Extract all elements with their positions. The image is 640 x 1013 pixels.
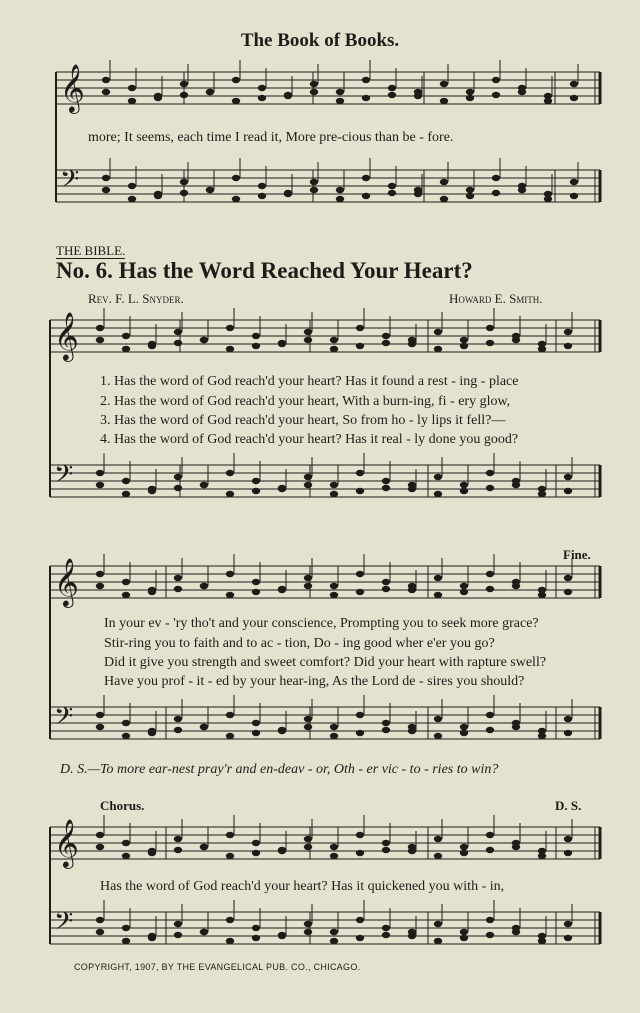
system3-treble-staff-note-head	[96, 832, 104, 838]
system1-bass-staff-note-head	[486, 470, 494, 476]
system2-bass-staff-note-head	[96, 712, 104, 718]
system1-treble-staff-note-head	[330, 337, 338, 343]
hymn-title: No. 6. Has the Word Reached Your Heart?	[56, 258, 473, 283]
top-bass-staff-note-head	[388, 190, 396, 196]
top-bass-staff-note-head	[492, 175, 500, 181]
system1-treble-staff-note-head	[200, 337, 208, 343]
system1-treble-staff-note-head	[512, 337, 520, 343]
system3-bass-staff-note-head	[96, 929, 104, 935]
system3-bass-staff-note-head	[304, 929, 312, 935]
top-treble-staff-note-head	[440, 98, 448, 104]
system2-bass-staff-note-head	[148, 730, 156, 736]
system3-treble-staff-note-head	[460, 844, 468, 850]
verse-3-line-2: Did it give you strength and sweet comfort? Did your heart with rapture swell?	[104, 655, 547, 670]
system2-treble-staff-note-head	[382, 586, 390, 592]
system2-treble-staff-note-head	[460, 583, 468, 589]
top-treble-staff-note-head	[128, 98, 136, 104]
system2-bass-staff-note-head	[252, 720, 260, 726]
system3-treble-staff-note-head	[304, 844, 312, 850]
bass-clef-icon: 𝄢	[54, 460, 74, 495]
system1-bass-staff-note-head	[564, 474, 572, 480]
verse-2-line-1: 2. Has the word of God reach'd your heart, With a burn-ing, fi - ery glow,	[100, 394, 511, 409]
system3-bass-staff-note-head	[408, 929, 416, 935]
system2-treble-staff-note-head	[434, 575, 442, 581]
system3-bass-staff-note-head	[330, 929, 338, 935]
system1-bass-staff-note-head	[382, 485, 390, 491]
system1-treble-staff-note-head	[486, 340, 494, 346]
system1-bass-staff-note-head	[96, 470, 104, 476]
system2-treble-staff-note-head	[564, 575, 572, 581]
system2-bass-staff-note-head	[356, 712, 364, 718]
system2-bass-staff-note-head	[174, 716, 182, 722]
system2-bass-staff-note-head	[460, 724, 468, 730]
ds-mark: D. S.	[555, 798, 582, 813]
system2-treble-staff-note-head	[174, 575, 182, 581]
top-bass-staff-note-head	[362, 193, 370, 199]
system3-bass-staff-note-head	[486, 932, 494, 938]
top-treble-staff-note-head	[310, 89, 318, 95]
verse-1-line-2: In your ev - 'ry tho't and your conscience, Prompting you to seek more grace?	[104, 616, 539, 631]
system1-bass-staff-note-head	[304, 482, 312, 488]
system3-treble-staff-note-head	[226, 832, 234, 838]
top-bass-staff-note-head	[102, 187, 110, 193]
system1-bass-staff-note-head	[252, 478, 260, 484]
system2-treble-staff-note-head	[252, 589, 260, 595]
system1-treble-staff-note-head	[122, 333, 130, 339]
system3-bass-staff-note-head	[564, 935, 572, 941]
system1-bass-staff-note-head	[252, 488, 260, 494]
system3-bass-staff-note-head	[226, 938, 234, 944]
system1-treble-staff-note-head	[408, 337, 416, 343]
composer-credit: Howard E. Smith.	[449, 291, 543, 306]
system3-treble-staff-note-head	[122, 840, 130, 846]
system1-bass-staff-note-head	[460, 488, 468, 494]
system3-bass-staff-note-head	[434, 921, 442, 927]
top-bass-staff-note-head	[362, 175, 370, 181]
top-treble-staff-note-head	[232, 77, 240, 83]
system2-treble-staff-note-head	[200, 583, 208, 589]
top-treble-staff-note-head	[102, 89, 110, 95]
system3-treble-staff-note-head	[96, 844, 104, 850]
system3-bass-staff-note-head	[356, 935, 364, 941]
system1-treble-staff-note-head	[538, 346, 546, 352]
verse-2-line-2: Stir-ring you to faith and to ac - tion, Do - ing good wher e'er you go?	[104, 636, 495, 651]
system3-treble-staff-note-head	[174, 847, 182, 853]
top-treble-staff-note-head	[388, 92, 396, 98]
top-treble-staff-note-head	[128, 85, 136, 91]
system2-bass-staff-note-head	[304, 724, 312, 730]
bass-clef-icon: 𝄢	[60, 165, 80, 200]
system2-treble-staff-note-head	[538, 592, 546, 598]
system3-bass-staff-note-head	[434, 938, 442, 944]
top-bass-staff-note-head	[440, 179, 448, 185]
verse-4-line-1: 4. Has the word of God reach'd your heart? Has it real - ly done you good?	[100, 432, 519, 447]
system2-bass-staff-note-head	[564, 730, 572, 736]
system2-treble-staff-note-head	[122, 592, 130, 598]
top-treble-staff-note-head	[362, 77, 370, 83]
system2-bass-staff-note-head	[538, 733, 546, 739]
system3-bass-staff-note-head	[564, 921, 572, 927]
top-treble-staff-note-head	[336, 89, 344, 95]
system3-treble-staff-note-head	[252, 850, 260, 856]
system1-treble-staff-note-head	[434, 346, 442, 352]
system3-treble-staff-note-head	[200, 844, 208, 850]
system1-treble-staff-note-head	[226, 325, 234, 331]
system3-bass-staff-note-head	[252, 925, 260, 931]
system3-bass-staff-note-head	[96, 917, 104, 923]
top-bass-staff-note-head	[336, 187, 344, 193]
system2-treble-staff-note-head	[122, 579, 130, 585]
system3-bass-staff-note-head	[382, 932, 390, 938]
system1-bass-staff-note-head	[304, 474, 312, 480]
system1-treble-staff-note-head	[96, 337, 104, 343]
system2-bass-staff-note-head	[304, 716, 312, 722]
system1-treble-staff-note-head	[174, 340, 182, 346]
system3-treble-staff-note-head	[382, 847, 390, 853]
system1-bass-staff-note-head	[408, 482, 416, 488]
top-treble-staff-note-head	[232, 98, 240, 104]
system3-bass-staff-note-head	[538, 938, 546, 944]
system1-bass-staff-note-head	[564, 488, 572, 494]
system3-bass-staff-note-head	[174, 932, 182, 938]
top-treble-staff-note-head	[154, 95, 162, 101]
system3-treble-staff-note-head	[486, 832, 494, 838]
top-treble-staff-note-head	[180, 81, 188, 87]
system3-treble-staff-note-head	[434, 836, 442, 842]
system1-bass-staff-note-head	[382, 478, 390, 484]
chorus-label: Chorus.	[100, 798, 145, 813]
system3-treble-staff-note-head	[564, 836, 572, 842]
system2-bass-staff-note-head	[486, 727, 494, 733]
system1-bass-staff-note-head	[512, 482, 520, 488]
system2-bass-staff-note-head	[434, 733, 442, 739]
system2-treble-staff-note-head	[460, 589, 468, 595]
top-treble-staff-note-head	[102, 77, 110, 83]
system3-bass-staff-note-head	[382, 925, 390, 931]
system3-treble-staff-note-head	[174, 836, 182, 842]
top-bass-staff-note-head	[180, 179, 188, 185]
system1-bass-staff-note-head	[330, 482, 338, 488]
system2-bass-staff-note-head	[226, 733, 234, 739]
top-treble-staff-note-head	[180, 92, 188, 98]
verse-3-line-1: 3. Has the word of God reach'd your heart, So from ho - ly lips it fell?—	[100, 413, 506, 428]
system2-bass-staff-note-head	[434, 716, 442, 722]
system2-bass-staff-note-head	[512, 724, 520, 730]
system3-bass-staff-note-head	[200, 929, 208, 935]
copyright-notice: COPYRIGHT, 1907, BY THE EVANGELICAL PUB. CO., CHICAGO.	[74, 962, 361, 972]
top-bass-staff-note-head	[206, 187, 214, 193]
system2-treble-staff-note-head	[330, 592, 338, 598]
system3-treble-staff-note-head	[330, 853, 338, 859]
bass-clef-icon: 𝄢	[54, 702, 74, 737]
system2-bass-staff-note-head	[382, 720, 390, 726]
top-bass-staff-note-head	[466, 193, 474, 199]
system3-bass-staff-note-head	[486, 917, 494, 923]
top-treble-staff-note-head	[544, 98, 552, 104]
treble-clef-icon: 𝄞	[54, 557, 79, 606]
top-treble-staff-note-head	[310, 81, 318, 87]
system3-bass-staff-note-head	[356, 917, 364, 923]
system2-bass-staff-note-head	[174, 727, 182, 733]
system1-treble-staff-note-head	[564, 329, 572, 335]
system2-bass-staff-note-head	[330, 733, 338, 739]
system1-bass-staff-note-head	[226, 491, 234, 497]
top-treble-staff-note-head	[258, 85, 266, 91]
top-treble-staff-note-head	[336, 98, 344, 104]
system1-treble-staff-note-head	[382, 333, 390, 339]
top-bass-staff-note-head	[414, 187, 422, 193]
system1-treble-staff-note-head	[486, 325, 494, 331]
system1-treble-staff-note-head	[252, 333, 260, 339]
system3-treble-staff-note-head	[408, 844, 416, 850]
system1-treble-staff-note-head	[304, 329, 312, 335]
system3-bass-staff-note-head	[460, 929, 468, 935]
top-treble-staff-note-head	[492, 92, 500, 98]
system2-treble-staff-note-head	[96, 571, 104, 577]
system1-bass-staff-note-head	[200, 482, 208, 488]
system3-treble-staff-note-head	[278, 847, 286, 853]
system3-bass-staff-note-head	[174, 921, 182, 927]
system3-treble-staff-note-head	[564, 850, 572, 856]
top-bass-staff-note-head	[232, 175, 240, 181]
system2-bass-staff-note-head	[408, 724, 416, 730]
top-bass-staff-note-head	[518, 187, 526, 193]
system1-bass-staff-note-head	[174, 485, 182, 491]
system2-treble-staff-note-head	[356, 571, 364, 577]
system2-treble-staff-note-head	[96, 583, 104, 589]
system3-treble-staff-note-head	[356, 832, 364, 838]
top-treble-staff-note-head	[388, 85, 396, 91]
top-bass-staff-note-head	[388, 183, 396, 189]
system2-bass-staff-note-head	[96, 724, 104, 730]
system2-treble-staff-note-head	[434, 592, 442, 598]
top-bass-staff-note-head	[492, 190, 500, 196]
top-treble-staff-note-head	[492, 77, 500, 83]
top-treble-staff-note-head	[206, 89, 214, 95]
system3-bass-staff-note-head	[330, 938, 338, 944]
system3-treble-staff-note-head	[538, 853, 546, 859]
lyricist-credit: Rev. F. L. Snyder.	[88, 291, 184, 306]
top-hymn-title: The Book of Books.	[240, 30, 400, 51]
top-bass-staff-note-head	[232, 196, 240, 202]
top-treble-staff-note-head	[466, 95, 474, 101]
system1-treble-staff-note-head	[356, 325, 364, 331]
system3-treble-staff-note-head	[382, 840, 390, 846]
system3-bass-staff-note-head	[460, 935, 468, 941]
system2-treble-staff-note-head	[512, 583, 520, 589]
system1-treble-staff-note-head	[356, 343, 364, 349]
system3-treble-staff-note-head	[330, 844, 338, 850]
system2-bass-staff-note-head	[226, 712, 234, 718]
top-treble-staff-note-head	[466, 89, 474, 95]
top-bass-staff-note-head	[102, 175, 110, 181]
verse-4-line-2: Have you prof - it - ed by your hear-ing, As the Lord de - sires you should?	[104, 674, 525, 689]
system2-treble-staff-note-head	[486, 571, 494, 577]
system1-bass-staff-note-head	[226, 470, 234, 476]
system1-treble-staff-note-head	[330, 346, 338, 352]
system3-bass-staff-note-head	[122, 925, 130, 931]
system2-bass-staff-note-head	[564, 716, 572, 722]
system1-bass-staff-note-head	[122, 491, 130, 497]
system1-bass-staff-note-head	[278, 485, 286, 491]
system1-bass-staff-note-head	[122, 478, 130, 484]
system1-bass-staff-note-head	[96, 482, 104, 488]
system2-bass-staff-note-head	[382, 727, 390, 733]
system2-bass-staff-note-head	[252, 730, 260, 736]
fine-mark: Fine.	[563, 547, 591, 562]
top-bass-staff-note-head	[544, 196, 552, 202]
system2-treble-staff-note-head	[408, 583, 416, 589]
top-bass-staff-note-head	[310, 179, 318, 185]
system3-bass-staff-note-head	[304, 921, 312, 927]
system2-treble-staff-note-head	[356, 589, 364, 595]
system2-bass-staff-note-head	[356, 730, 364, 736]
treble-clef-icon: 𝄞	[54, 818, 79, 867]
system3-treble-staff-note-head	[356, 850, 364, 856]
system2-bass-staff-note-head	[122, 720, 130, 726]
system1-bass-staff-note-head	[330, 491, 338, 497]
top-bass-staff-note-head	[310, 187, 318, 193]
system1-bass-staff-note-head	[434, 491, 442, 497]
system1-bass-staff-note-head	[356, 470, 364, 476]
system2-bass-staff-note-head	[122, 733, 130, 739]
system3-treble-staff-note-head	[304, 836, 312, 842]
system1-treble-staff-note-head	[252, 343, 260, 349]
top-lyric-line: more; It seems, each time I read it, More pre-cious than be - fore.	[88, 130, 454, 145]
bass-clef-icon: 𝄢	[54, 907, 74, 942]
top-bass-staff-note-head	[570, 179, 578, 185]
system1-bass-staff-note-head	[460, 482, 468, 488]
system3-treble-staff-note-head	[486, 847, 494, 853]
top-bass-staff-note-head	[440, 196, 448, 202]
system1-treble-staff-note-head	[460, 343, 468, 349]
section-label: THE BIBLE.	[56, 243, 126, 258]
top-bass-staff-note-head	[180, 190, 188, 196]
top-bass-staff-note-head	[128, 196, 136, 202]
system3-treble-staff-note-head	[148, 850, 156, 856]
system1-treble-staff-note-head	[96, 325, 104, 331]
system2-bass-staff-note-head	[200, 724, 208, 730]
treble-clef-icon: 𝄞	[60, 63, 85, 112]
system3-bass-staff-note-head	[252, 935, 260, 941]
top-treble-staff-note-head	[570, 95, 578, 101]
system3-treble-staff-note-head	[122, 853, 130, 859]
system2-bass-staff-note-head	[460, 730, 468, 736]
system1-bass-staff-note-head	[434, 474, 442, 480]
chorus-lyric-line: Has the word of God reach'd your heart? Has it quickened you with - in,	[100, 879, 505, 894]
system2-treble-staff-note-head	[226, 592, 234, 598]
system2-bass-staff-note-head	[278, 727, 286, 733]
system3-bass-staff-note-head	[148, 935, 156, 941]
system1-bass-staff-note-head	[148, 488, 156, 494]
system2-bass-staff-note-head	[330, 724, 338, 730]
top-bass-staff-note-head	[466, 187, 474, 193]
system2-treble-staff-note-head	[304, 575, 312, 581]
system2-treble-staff-note-head	[174, 586, 182, 592]
system1-treble-staff-note-head	[434, 329, 442, 335]
top-treble-staff-note-head	[518, 89, 526, 95]
system2-treble-staff-note-head	[304, 583, 312, 589]
system3-treble-staff-note-head	[226, 853, 234, 859]
system2-treble-staff-note-head	[382, 579, 390, 585]
treble-clef-icon: 𝄞	[54, 311, 79, 360]
system1-bass-staff-note-head	[356, 488, 364, 494]
system2-treble-staff-note-head	[226, 571, 234, 577]
system2-treble-staff-note-head	[330, 583, 338, 589]
top-bass-staff-note-head	[284, 190, 292, 196]
verse-1-line-1: 1. Has the word of God reach'd your heart? Has it found a rest - ing - place	[100, 374, 519, 389]
system3-treble-staff-note-head	[512, 844, 520, 850]
top-treble-staff-note-head	[362, 95, 370, 101]
top-bass-staff-note-head	[336, 196, 344, 202]
system3-treble-staff-note-head	[460, 850, 468, 856]
system1-bass-staff-note-head	[538, 491, 546, 497]
system1-treble-staff-note-head	[122, 346, 130, 352]
system3-treble-staff-note-head	[434, 853, 442, 859]
top-bass-staff-note-head	[154, 193, 162, 199]
system1-treble-staff-note-head	[148, 343, 156, 349]
system1-bass-staff-note-head	[486, 485, 494, 491]
top-treble-staff-note-head	[440, 81, 448, 87]
system1-treble-staff-note-head	[278, 340, 286, 346]
system1-bass-staff-note-head	[174, 474, 182, 480]
system3-bass-staff-note-head	[122, 938, 130, 944]
top-bass-staff-note-head	[258, 193, 266, 199]
system3-bass-staff-note-head	[512, 929, 520, 935]
top-treble-staff-note-head	[570, 81, 578, 87]
top-bass-staff-note-head	[570, 193, 578, 199]
system2-treble-staff-note-head	[278, 586, 286, 592]
system1-treble-staff-note-head	[226, 346, 234, 352]
system2-treble-staff-note-head	[148, 589, 156, 595]
system2-treble-staff-note-head	[564, 589, 572, 595]
system1-treble-staff-note-head	[564, 343, 572, 349]
system1-treble-staff-note-head	[460, 337, 468, 343]
system1-treble-staff-note-head	[174, 329, 182, 335]
system2-treble-staff-note-head	[486, 586, 494, 592]
top-bass-staff-note-head	[258, 183, 266, 189]
top-treble-staff-note-head	[284, 92, 292, 98]
system2-bass-staff-note-head	[486, 712, 494, 718]
system3-treble-staff-note-head	[252, 840, 260, 846]
ds-lyric-line: D. S.—To more ear-nest pray'r and en-deav - or, Oth - er vic - to - ries to win?	[60, 762, 499, 777]
top-treble-staff-note-head	[414, 89, 422, 95]
system2-treble-staff-note-head	[252, 579, 260, 585]
top-bass-staff-note-head	[128, 183, 136, 189]
system1-treble-staff-note-head	[382, 340, 390, 346]
system3-bass-staff-note-head	[226, 917, 234, 923]
system1-treble-staff-note-head	[304, 337, 312, 343]
system3-bass-staff-note-head	[278, 932, 286, 938]
top-treble-staff-note-head	[258, 95, 266, 101]
